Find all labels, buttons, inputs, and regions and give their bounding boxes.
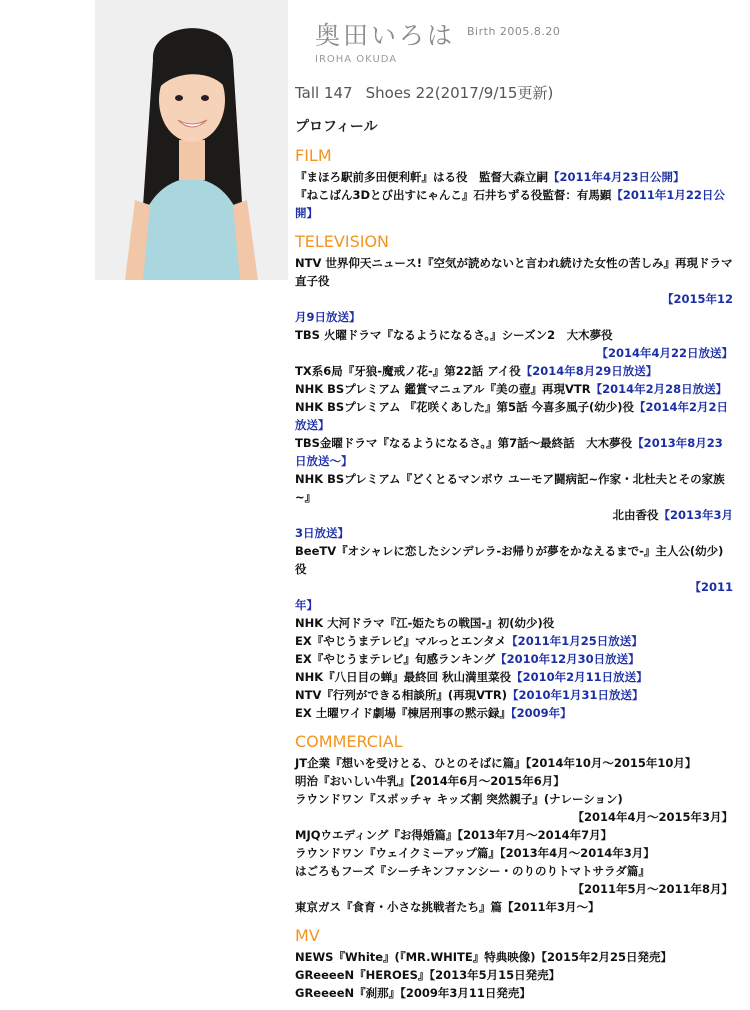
commercial-item: ラウンドワン『ウェイクミーアップ篇』【2013年4月〜2014年3月】 (295, 846, 655, 860)
tv-item-date: 【2014年4月22日放送】 (596, 346, 733, 360)
tv-item-date: 月9日放送】 (295, 310, 361, 324)
mv-section (295, 926, 733, 1002)
name-block (315, 16, 561, 65)
commercial-section (295, 732, 733, 916)
commercial-item-date: 【2014年4月〜2015年3月】 (572, 810, 733, 824)
tv-item: TX系6局『牙狼-魔戒ノ花-』第22話 アイ役【2014年8月29日放送】 (295, 364, 658, 378)
tv-item-date: 【2011 (689, 580, 733, 594)
profile-heading: プロフィール (295, 119, 378, 135)
tv-item-date: 北由香役【2013年3月 (612, 508, 733, 522)
tv-item: TBS金曜ドラマ『なるようになるさ。』第7話〜最終話 大木夢役【2013年8月23日放送〜】 (295, 436, 723, 468)
tv-item: EX『やじうまテレビ』マルっとエンタメ【2011年1月25日放送】 (295, 634, 643, 648)
tv-item: TBS 火曜ドラマ『なるようになるさ。』シーズン2 大木夢役 (295, 328, 613, 342)
tv-item: BeeTV『オシャレに恋したシンデレラ-お帰りが夢をかなえるまで-』主人公(幼少)役 (295, 544, 724, 576)
tv-item: EX 土曜ワイド劇場『棟居刑事の黙示録』【2009年】 (295, 706, 572, 720)
shoe-size-stat: Shoes 22(2017/9/15更新) (365, 84, 554, 102)
mv-title: MV (295, 926, 320, 945)
commercial-item: はごろもフーズ『シーチキンファンシー・のりのりトマトサラダ篇』 (295, 864, 650, 878)
tv-item: EX『やじうまテレビ』旬感ランキング【2010年12月30日放送】 (295, 652, 640, 666)
height-stat: Tall 147 (295, 84, 353, 102)
tv-item-date: 3日放送】 (295, 526, 350, 540)
film-item: 『ねこばん3Dとび出すにゃんこ』石井ちずる役監督：有馬顕【2011年1月22日公開】 (295, 188, 725, 220)
commercial-item-date: 【2011年5月〜2011年8月】 (572, 882, 733, 896)
commercial-item: MJQウエディング『お得婚篇』【2013年7月〜2014年7月】 (295, 828, 613, 842)
commercial-item: JT企業『想いを受けとる、ひとのそばに篇』【2014年10月〜2015年10月】 (295, 756, 697, 770)
tv-item-date: 年】 (295, 598, 318, 612)
commercial-item: 明治『おいしい牛乳』【2014年6月〜2015年6月】 (295, 774, 565, 788)
tv-item: NHK『八日目の蝉』最終回 秋山満里菜役【2010年2月11日放送】 (295, 670, 648, 684)
mv-item: GReeeeN『HEROES』【2013年5月15日発売】 (295, 968, 561, 982)
tv-item: NHK BSプレミアム 鑑賞マニュアル『美の壺』再現VTR【2014年2月28日放送】 (295, 382, 728, 396)
tv-item-date: 【2015年12 (661, 292, 733, 306)
profile-content (295, 116, 733, 1010)
name-english: IROHA OKUDA (315, 54, 398, 65)
mv-item: GReeeeN『刹那』【2009年3月11日発売】 (295, 986, 531, 1000)
film-section (295, 146, 733, 222)
mv-item: NEWS『White』(『MR.WHITE』特典映像)【2015年2月25日発売】 (295, 950, 672, 964)
birth-date: Birth 2005.8.20 (467, 25, 561, 38)
film-item: 『まほろ駅前多田便利軒』はる役 監督大森立嗣【2011年4月23日公開】 (295, 170, 685, 184)
tv-item: NTV 世界仰天ニュース!『空気が読めないと言われ続けた女性の苦しみ』再現ドラマ直子役 (295, 256, 733, 288)
commercial-item: 東京ガス『食育・小さな挑戦者たち』篇【2011年3月〜】 (295, 900, 600, 914)
tv-item: NHK BSプレミアム 『花咲くあした』第5話 今喜多風子(幼少)役【2014年2月2日放送】 (295, 400, 728, 432)
tv-item: NHK BSプレミアム『どくとるマンボウ ユーモア闘病記~作家・北杜夫とその家族~』 (295, 472, 725, 504)
name-japanese: 奥田いろは (315, 21, 456, 50)
commercial-item: ラウンドワン『スポッチャ キッズ割 突然親子』(ナレーション) (295, 792, 623, 806)
television-section (295, 232, 733, 722)
commercial-title: COMMERCIAL (295, 732, 403, 751)
tv-item: NTV『行列ができる相談所』(再現VTR)【2010年1月31日放送】 (295, 688, 644, 702)
tv-item: NHK 大河ドラマ『江-姫たちの戦国-』初(幼少)役 (295, 616, 555, 630)
stats-line (295, 82, 553, 103)
film-title: FILM (295, 146, 332, 165)
television-title: TELEVISION (295, 232, 390, 251)
profile-photo (95, 0, 288, 280)
